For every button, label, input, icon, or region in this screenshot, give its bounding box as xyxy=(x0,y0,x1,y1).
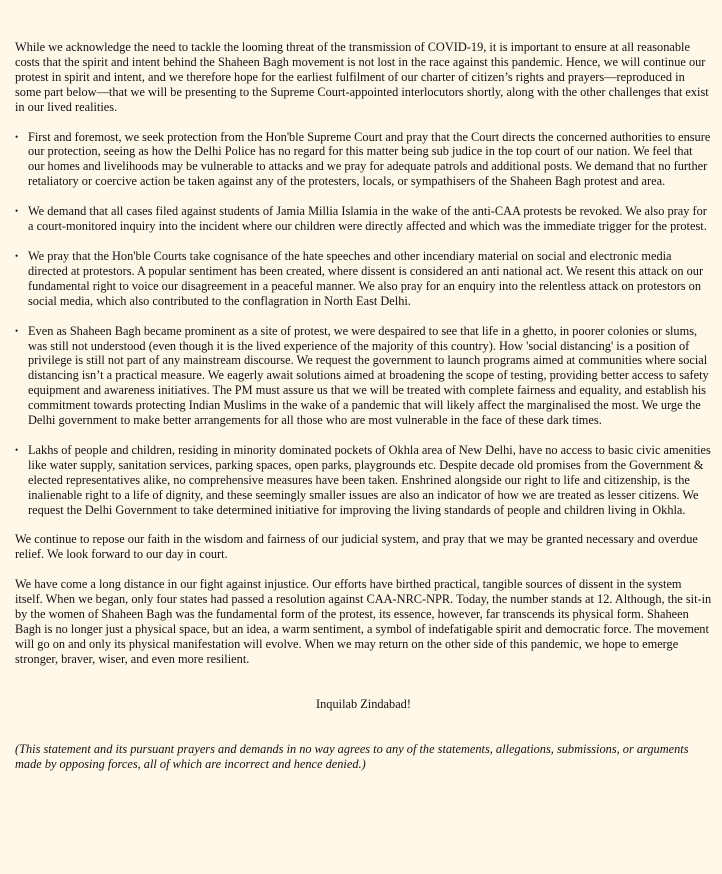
long-distance-paragraph: We have come a long distance in our fight against injustice. Our efforts have birthed practical, tangible sources of dissent in the system itself. When we began, only four states had passed a resolution against CAA-NRC-NPR. Today, the number stands at 12. Although, the sit-in by the women of Shaheen Bagh was the fundamental form of the protest, its essence, however, far transcends its physical form. Shaheen Bagh is no longer just a physical space, but an idea, a warm sentiment, a symbol of indefatigable spirit and democratic force. The movement will go on and only its physical manifestation will evolve. When we may return on the other side of this pandemic, we hope to emerge stronger, braver, wiser, and even more resilient. xyxy=(15,577,712,666)
statement-document xyxy=(15,40,712,771)
faith-paragraph: We continue to repose our faith in the wisdom and fairness of our judicial system, and pray that we may be granted necessary and overdue relief. We look forward to our day in court. xyxy=(15,532,698,562)
disclaimer-note: (This statement and its pursuant prayers and demands in no way agrees to any of the statements, allegations, submissions, or arguments made by opposing forces, all of which are incorrect and hence denied.) xyxy=(15,741,689,771)
demand-item-okhla-amenities: • Lakhs of people and children, residing in minority dominated pockets of Okhla area of New Delhi, have no access to basic civic amenities like water supply, sanitation services, parking spaces, open parks, playgrounds etc. Despite decade old promises from the Government & elected representatives alike, no comprehensive measures have been taken. Enshrined alongside our right to life and citizenship, is the inalienable right to a life of dignity, and these seemingly smaller issues are also an indicator of how we are treated as lesser citizens. We request the Delhi Government to take determined initiative for improving the living standards of people and children living in Okhla. xyxy=(15,443,712,518)
closing-slogan: Inquilab Zindabad! xyxy=(316,696,411,711)
intro-paragraph: While we acknowledge the need to tackle the looming threat of the transmission of COVID-19, it is important to ensure at all reasonable costs that the spirit and intent behind the Shaheen Bagh movement is not lost in the race against this pandemic. Hence, we will continue our protest in spirit and intent, and we therefore hope for the earliest fulfilment of our charter of citizen’s rights and prayers—reproduced in some part below—that we will be presenting to the Supreme Court-appointed interlocutors shortly, along with the other challenges that exist in our lived realities. xyxy=(15,40,709,114)
demand-item-protection: • First and foremost, we seek protection from the Hon'ble Supreme Court and pray that the Court directs the concerned authorities to ensure our protection, seeing as how the Delhi Police has no regard for this matter being sub judice in the top court of our nation. We feel that our homes and livelihoods may be vulnerable to attacks and we pray for adequate patrols and additional posts. We demand that no further retaliatory or coercive action be taken against any of the protesters, locals, or sympathisers of the Shaheen Bagh protest and area. xyxy=(15,130,712,190)
demands-list xyxy=(15,130,712,518)
demand-item-social-distancing: • Even as Shaheen Bagh became prominent as a site of protest, we were despaired to see that life in a ghetto, in poorer colonies or slums, was still not understood (even though it is the lived experience of the majority of this country). How 'social distancing' is a position of privilege is still not part of any mainstream discourse. We request the government to launch programs aimed at communities where social distancing isn’t a practical measure. We eagerly await solutions aimed at broadening the scope of testing, providing better access to safety equipment and awareness initiatives. The PM must assure us that we will be treated with complete fairness and equality, and establish his commitment towards protecting Indian Muslims in the wake of a pandemic that will likely affect the marginalised the most. We urge the Delhi government to make better arrangements for all those who are most vulnerable in the face of these dark times. xyxy=(15,324,712,428)
demand-item-hate-speech: • We pray that the Hon'ble Courts take cognisance of the hate speeches and other incendiary material on social and electronic media directed at protestors. A popular sentiment has been created, where dissent is considered an anti national act. We resent this attack on our fundamental right to voice our disagreement in a peaceful manner. We also pray for an enquiry into the relentless attack on protestors on social media, which also contributed to the conflagration in North East Delhi. xyxy=(15,249,712,309)
demand-item-jamia-cases: • We demand that all cases filed against students of Jamia Millia Islamia in the wake of the anti-CAA protests be revoked. We also pray for a court-monitored inquiry into the incident where our children were directly affected and which was the immediate trigger for the protest. xyxy=(15,204,712,234)
